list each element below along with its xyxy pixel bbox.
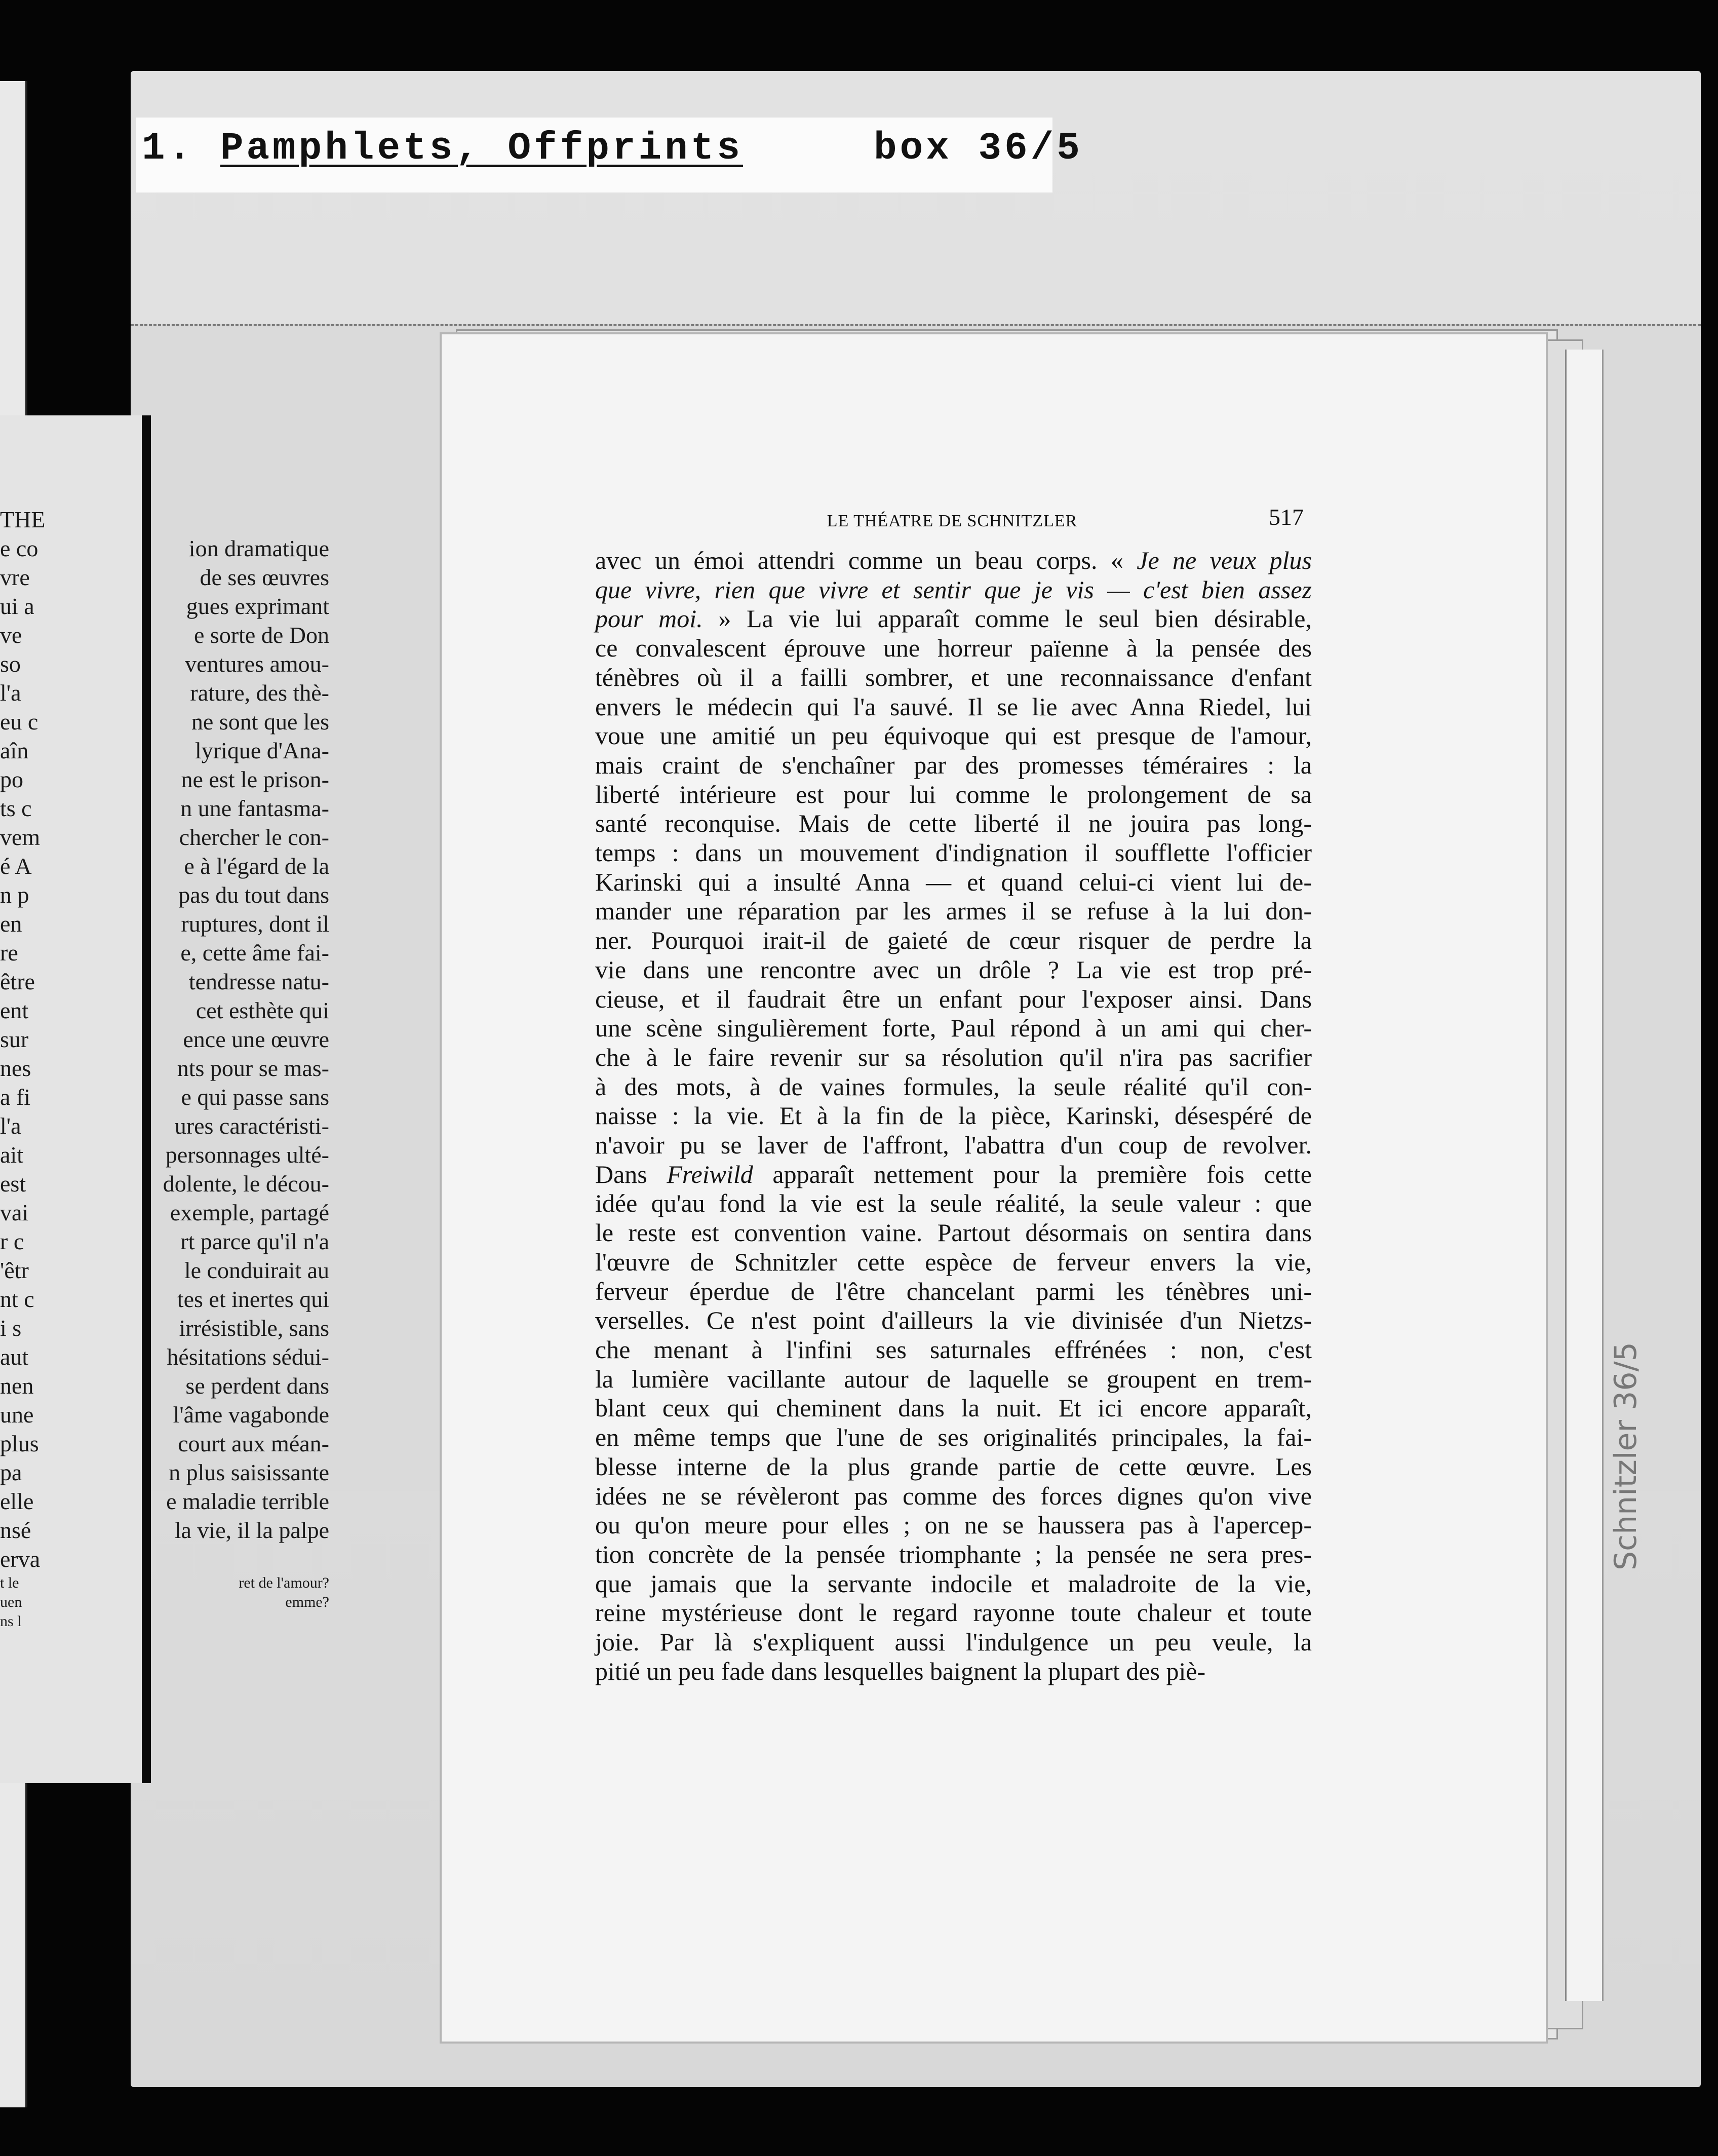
- text-run: voue une amitié un peu équivoque qui est presque de l'amour,: [595, 721, 1312, 750]
- text-run: apparaît nettement pour la première fois cette: [753, 1160, 1312, 1188]
- facing-line-right-fragment: l'âme vagabonde: [173, 1402, 329, 1428]
- label-number: 1.: [142, 127, 194, 170]
- facing-page-line: [0, 1140, 334, 1169]
- facing-line-right-fragment: lyrique d'Ana-: [194, 738, 329, 763]
- text-run: Dans: [595, 1160, 667, 1188]
- facing-page-line: [0, 1054, 334, 1083]
- facing-line-left-fragment: être: [0, 969, 35, 994]
- facing-line-right-fragment: de ses œuvres: [200, 564, 329, 590]
- facing-page-line: [0, 1516, 334, 1545]
- facing-line-left-fragment: ent: [0, 997, 29, 1023]
- text-line: [595, 1306, 1312, 1335]
- facing-line-right-fragment: nts pour se mas-: [177, 1055, 329, 1081]
- facing-line-right-fragment: e sorte de Don: [194, 622, 329, 648]
- text-run: pitié un peu fade dans lesquelles baignent la plupart des piè-: [595, 1657, 1206, 1685]
- text-run: idée qu'au fond la vie est la seule réalité, la seule valeur : que: [595, 1189, 1312, 1218]
- text-run: ferveur éperdue de l'être chancelant parmi les ténèbres uni-: [595, 1277, 1312, 1305]
- facing-line-left-fragment: vai: [0, 1200, 29, 1225]
- italic-text: Freiwild: [667, 1160, 753, 1188]
- facing-line-right-fragment: ne sont que les: [191, 709, 329, 735]
- facing-page-line: [0, 1256, 334, 1285]
- facing-page-line: [0, 1400, 334, 1429]
- text-run: santé reconquise. Mais de cette liberté il ne jouira pas long-: [595, 809, 1312, 838]
- facing-line-right-fragment: se perdent dans: [185, 1373, 329, 1399]
- facing-page-text: [0, 476, 334, 1631]
- facing-page-line: [0, 1314, 334, 1342]
- facing-line-right-fragment: irrésistible, sans: [179, 1315, 329, 1341]
- facing-page-line: [0, 678, 334, 707]
- text-line: [595, 1101, 1312, 1131]
- facing-line-right-fragment: e à l'égard de la: [184, 853, 329, 879]
- facing-line-left-fragment: pa: [0, 1459, 22, 1485]
- text-line: [595, 1511, 1312, 1540]
- facing-line-left-fragment: erva: [0, 1546, 41, 1572]
- facing-line-left-fragment: l'a: [0, 1113, 21, 1139]
- page-number: 517: [1269, 504, 1304, 530]
- facing-line-right-fragment: rt parce qu'il n'a: [180, 1228, 329, 1254]
- facing-line-right-fragment: ne est le prison-: [181, 766, 329, 792]
- facing-page-line: [0, 852, 334, 880]
- text-line: [595, 868, 1312, 897]
- text-line: [595, 780, 1312, 810]
- text-run: vie dans une rencontre avec un drôle ? La vie est trop pré-: [595, 955, 1312, 984]
- text-run: tion concrète de la pensée triomphante ; la pensée ne sera pres-: [595, 1539, 1312, 1568]
- text-line: [595, 604, 1312, 634]
- text-run: à des mots, à de vaines formules, la seule réalité qu'il con-: [595, 1072, 1312, 1101]
- text-line: [595, 1218, 1312, 1248]
- facing-line-left-fragment: po: [0, 766, 23, 792]
- facing-line-right-fragment: n une fantasma-: [180, 795, 329, 821]
- facing-line-left-fragment: est: [0, 1171, 26, 1197]
- facing-line-left-fragment: i s: [0, 1315, 22, 1341]
- text-run: che à le faire revenir sur sa résolution qu'il n'ira pas sacrifier: [595, 1043, 1312, 1071]
- facing-line-left-fragment: en: [0, 911, 22, 937]
- text-line: [595, 1072, 1312, 1102]
- facing-line-left-fragment: uen: [0, 1594, 22, 1610]
- facing-page-line: [0, 1429, 334, 1458]
- text-line: [595, 1482, 1312, 1511]
- text-line: [595, 1598, 1312, 1628]
- facing-page-line: [0, 1025, 334, 1054]
- sheet-edge-strip: [1565, 350, 1604, 2001]
- facing-line-left-fragment: vre: [0, 564, 30, 590]
- facing-page-line: [0, 736, 334, 765]
- text-line: [595, 1160, 1312, 1189]
- facing-line-left-fragment: aut: [0, 1344, 29, 1370]
- facing-page-line: [0, 1083, 334, 1111]
- text-line: [595, 1657, 1312, 1686]
- archive-label: [142, 127, 1083, 170]
- facing-page-line: [0, 563, 334, 592]
- facing-page-line: [0, 534, 334, 563]
- facing-page-line: [0, 1198, 334, 1227]
- text-run: ou qu'on meure pour elles ; on ne se haussera pas à l'apercep-: [595, 1511, 1312, 1539]
- facing-line-left-fragment: a fi: [0, 1084, 31, 1110]
- text-line: [595, 1189, 1312, 1218]
- text-run: avec un émoi attendri comme un beau corps. «: [595, 546, 1137, 574]
- text-run: naisse : la vie. Et à la fin de la pièce, Karinski, désespéré de: [595, 1101, 1312, 1130]
- facing-line-left-fragment: re: [0, 940, 18, 966]
- text-run: temps : dans un mouvement d'indignation il soufflette l'officier: [595, 838, 1312, 867]
- text-run: Karinski qui a insulté Anna — et quand celui-ci vient lui de-: [595, 867, 1312, 896]
- facing-page-line: [0, 938, 334, 967]
- text-line: [595, 955, 1312, 985]
- text-run: che menant à l'infini ses saturnales effrénées : non, c'est: [595, 1335, 1312, 1364]
- facing-page-line: [0, 1487, 334, 1516]
- text-line: [595, 1043, 1312, 1072]
- facing-line-right-fragment: cet esthète qui: [196, 997, 329, 1023]
- facing-page-line: [0, 1593, 334, 1612]
- text-line: [595, 663, 1312, 692]
- facing-line-right-fragment: e maladie terrible: [166, 1488, 329, 1514]
- text-run: ténèbres où il a failli sombrer, et une reconnaissance d'enfant: [595, 663, 1312, 691]
- facing-line-right-fragment: e qui passe sans: [181, 1084, 329, 1110]
- text-line: [595, 1394, 1312, 1423]
- facing-line-left-fragment: THE: [0, 507, 46, 532]
- facing-line-right-fragment: pas du tout dans: [178, 882, 329, 908]
- text-line: [595, 1335, 1312, 1365]
- text-line: [595, 838, 1312, 868]
- facing-page-line: [0, 1612, 334, 1631]
- text-line: [595, 1540, 1312, 1569]
- text-run: mander une réparation par les armes il se refuse à la lui don-: [595, 897, 1312, 926]
- text-run: liberté intérieure est pour lui comme le prolongement de sa: [595, 780, 1312, 808]
- facing-line-right-fragment: dolente, le décou-: [163, 1171, 329, 1197]
- facing-page-line: [0, 1458, 334, 1487]
- text-run: envers le médecin qui l'a sauvé. Il se lie avec Anna Riedel, lui: [595, 692, 1312, 721]
- text-run: verselles. Ce n'est point d'ailleurs la vie divinisée d'un Nietzs-: [595, 1306, 1312, 1335]
- text-line: [595, 751, 1312, 780]
- facing-page-line: [0, 794, 334, 823]
- facing-line-left-fragment: ns l: [0, 1613, 22, 1630]
- text-run: n'avoir pu se laver de l'affront, l'abattra d'un coup de revolver.: [595, 1131, 1312, 1160]
- text-run: blant ceux qui cheminent dans la nuit. Et ici encore apparaît,: [595, 1394, 1312, 1422]
- text-line: [595, 721, 1312, 751]
- facing-page-line: [0, 967, 334, 996]
- facing-line-right-fragment: n plus saisissante: [169, 1459, 329, 1485]
- facing-page-line: [0, 707, 334, 736]
- text-run: ce convalescent éprouve une horreur païenne à la pensée des: [595, 634, 1312, 663]
- facing-line-right-fragment: court aux méan-: [178, 1431, 329, 1456]
- text-run: la lumière vacillante autour de laquelle se groupent en trem-: [595, 1364, 1312, 1393]
- label-title: Pamphlets, Offprints: [220, 127, 743, 170]
- facing-line-right-fragment: ion dramatique: [188, 535, 329, 561]
- facing-page-line: [0, 1285, 334, 1314]
- facing-page-line: [0, 1111, 334, 1140]
- facing-line-right-fragment: ence une œuvre: [183, 1026, 329, 1052]
- text-run: que jamais que la servante indocile et maladroite de la vie,: [595, 1569, 1312, 1598]
- facing-page-line: [0, 823, 334, 852]
- text-line: [595, 575, 1312, 605]
- facing-line-left-fragment: ts c: [0, 795, 32, 821]
- italic-text: Je ne veux plus: [1137, 546, 1312, 574]
- text-line: [595, 1365, 1312, 1394]
- pencil-annotation: Schnitzler 36/5: [1608, 1342, 1644, 1570]
- facing-line-right-fragment: ventures amou-: [185, 651, 329, 677]
- text-line: [595, 985, 1312, 1014]
- facing-line-left-fragment: r c: [0, 1228, 24, 1254]
- facing-line-right-fragment: emme?: [285, 1594, 329, 1610]
- facing-line-right-fragment: exemple, partagé: [170, 1200, 329, 1225]
- facing-line-left-fragment: une: [0, 1402, 34, 1428]
- facing-page-line: [0, 996, 334, 1025]
- text-line: [595, 1131, 1312, 1160]
- facing-line-left-fragment: nt c: [0, 1286, 34, 1312]
- text-line: [595, 897, 1312, 926]
- facing-line-left-fragment: t le: [0, 1574, 19, 1591]
- facing-line-left-fragment: 'êtr: [0, 1257, 29, 1283]
- text-line: [595, 926, 1312, 955]
- facing-page-line: [0, 1545, 334, 1573]
- facing-line-left-fragment: plus: [0, 1431, 39, 1456]
- facing-line-left-fragment: ui a: [0, 593, 34, 619]
- facing-line-left-fragment: sur: [0, 1026, 29, 1052]
- facing-page-line: [0, 1371, 334, 1400]
- facing-line-right-fragment: gues exprimant: [186, 593, 329, 619]
- facing-page-line: [0, 1227, 334, 1256]
- italic-text: pour moi.: [595, 604, 703, 633]
- facing-line-right-fragment: tendresse natu-: [188, 969, 329, 994]
- text-run: reine mystérieuse dont le regard rayonne toute chaleur et toute: [595, 1598, 1312, 1627]
- label-box: box 36/5: [874, 127, 1083, 170]
- facing-line-left-fragment: e co: [0, 535, 38, 561]
- text-run: en même temps que l'une de ses originalités principales, la fai-: [595, 1423, 1312, 1452]
- text-line: [595, 809, 1312, 838]
- facing-line-left-fragment: aîn: [0, 738, 29, 763]
- text-line: [595, 1628, 1312, 1657]
- text-line: [595, 1014, 1312, 1043]
- facing-line-left-fragment: nen: [0, 1373, 34, 1399]
- facing-line-right-fragment: ures caractéristi-: [174, 1113, 329, 1139]
- facing-page-line: [0, 1342, 334, 1371]
- facing-line-right-fragment: la vie, il la palpe: [174, 1517, 329, 1543]
- facing-line-left-fragment: elle: [0, 1488, 34, 1514]
- facing-line-left-fragment: eu c: [0, 709, 38, 735]
- facing-page-line: [0, 476, 334, 505]
- facing-page-line: [0, 649, 334, 678]
- text-line: [595, 546, 1312, 575]
- facing-line-left-fragment: ve: [0, 622, 22, 648]
- text-run: l'œuvre de Schnitzler cette espèce de ferveur envers la vie,: [595, 1247, 1312, 1276]
- facing-line-right-fragment: tes et inertes qui: [177, 1286, 329, 1312]
- facing-line-left-fragment: vem: [0, 824, 41, 850]
- text-run: le reste est convention vaine. Partout désormais on sentira dans: [595, 1218, 1312, 1247]
- text-line: [595, 634, 1312, 663]
- italic-text: que vivre, rien que vivre et sentir que je vis — c'est bien assez: [595, 575, 1312, 604]
- text-line: [595, 1423, 1312, 1452]
- text-run: joie. Par là s'expliquent aussi l'indulgence un peu veule, la: [595, 1628, 1312, 1657]
- text-line: [595, 1277, 1312, 1306]
- text-run: blesse interne de la plus grande partie de cette œuvre. Les: [595, 1452, 1312, 1481]
- body-text: [595, 546, 1312, 1686]
- facing-line-right-fragment: rature, des thè-: [190, 680, 329, 706]
- facing-line-right-fragment: le conduirait au: [184, 1257, 329, 1283]
- facing-line-left-fragment: nes: [0, 1055, 31, 1081]
- text-run: mais craint de s'enchaîner par des promesses téméraires : la: [595, 750, 1312, 779]
- running-header: LE THÉATRE DE SCHNITZLER: [827, 512, 1078, 530]
- facing-page-line: [0, 1573, 334, 1593]
- facing-line-left-fragment: ait: [0, 1142, 23, 1168]
- facing-page-line: [0, 880, 334, 909]
- text-line: [595, 1248, 1312, 1277]
- facing-page-line: [0, 765, 334, 794]
- facing-line-right-fragment: personnages ulté-: [165, 1142, 329, 1168]
- facing-line-left-fragment: n p: [0, 882, 29, 908]
- text-run: » La vie lui apparaît comme le seul bien désirable,: [702, 604, 1312, 633]
- facing-page-line: [0, 909, 334, 938]
- facing-line-left-fragment: é A: [0, 853, 32, 879]
- facing-line-left-fragment: l'a: [0, 680, 21, 706]
- facing-page-line: [0, 505, 334, 534]
- facing-page-line: [0, 1169, 334, 1198]
- text-run: ner. Pourquoi irait-il de gaieté de cœur risquer de perdre la: [595, 926, 1312, 955]
- facing-page-line: [0, 621, 334, 649]
- facing-line-right-fragment: hésitations sédui-: [167, 1344, 329, 1370]
- text-line: [595, 1569, 1312, 1599]
- facing-page-line: [0, 592, 334, 621]
- facing-line-right-fragment: ruptures, dont il: [181, 911, 329, 937]
- facing-line-right-fragment: ret de l'amour?: [239, 1574, 329, 1591]
- text-run: idées ne se révèleront pas comme des forces dignes qu'on vive: [595, 1481, 1312, 1510]
- text-run: cieuse, et il faudrait être un enfant pour l'exposer ainsi. Dans: [595, 984, 1312, 1013]
- text-line: [595, 1452, 1312, 1482]
- facing-line-left-fragment: nsé: [0, 1517, 31, 1543]
- text-line: [595, 692, 1312, 722]
- facing-line-left-fragment: so: [0, 651, 21, 677]
- facing-line-right-fragment: chercher le con-: [179, 824, 329, 850]
- facing-line-right-fragment: e, cette âme fai-: [180, 940, 329, 966]
- text-run: une scène singulièrement forte, Paul répond à un ami qui cher-: [595, 1014, 1312, 1043]
